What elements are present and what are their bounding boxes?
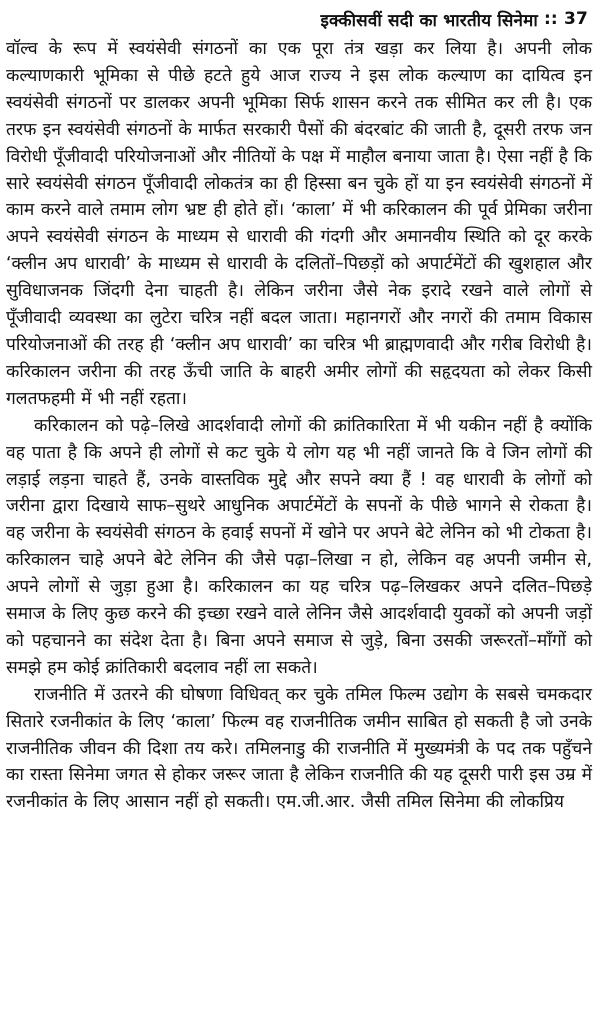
paragraph-3: राजनीति में उतरने की घोषणा विधिवत् कर चुके तमिल फिल्म उद्योग के सबसे चमकदार सितारे रजनीकांत के लिए ‘काला’ फिल्म वह राजनीतिक जमीन साबित हो सकती है जो उनके राजनीतिक जीवन की दिशा तय करे। तमिलनाडु की राजनीति में मुख्यमंत्री के पद तक पहुँचने का रास्ता सिनेमा जगत से होकर जरूर जाता है लेकिन राजनीति की यह दूसरी पारी इस उम्र में रजनीकांत के लिए आसान नहीं हो सकती। एम.जी.आर. जैसी तमिल सिनेमा की लोकप्रिय bbox=[6, 684, 592, 813]
body-text bbox=[6, 36, 592, 816]
running-title: इक्कीसवीं सदी का भारतीय सिनेमा bbox=[320, 10, 538, 31]
running-header bbox=[6, 0, 592, 36]
header-separator: :: bbox=[543, 9, 558, 29]
paragraph-2: करिकालन को पढ़े–लिखे आदर्शवादी लोगों की क्रांतिकारिता में भी यकीन नहीं है क्योंकि वह पाता है कि अपने ही लोगों से कट चुके ये लोग यह भी नहीं जानते कि वे जिन लोगों की लड़ाई लड़ना चाहते हैं, उनके वास्तविक मुद्दे और सपने क्या हैं ! वह धारावी के लोगों को जरीना द्वारा दिखाये साफ–सुथरे आधुनिक अपार्टमेंटों के सपनों के पीछे भागने से रोकता है। वह जरीना के स्वयंसेवी संगठन के हवाई सपनों में खोने पर अपने बेटे लेनिन को भी टोकता है। करिकालन चाहे अपने बेटे लेनिन की जैसे पढ़ा–लिखा न हो, लेकिन वह अपनी जमीन से, अपने लोगों से जुड़ा हुआ है। करिकालन का यह चरित्र पढ़–लिखकर अपने दलित–पिछड़े समाज के लिए कुछ करने की इच्छा रखने वाले लेनिन जैसे आदर्शवादी युवकों को अपनी जड़ों को पहचानने का संदेश देता है। बिना अपने समाज से जुड़े, बिना उसकी जरूरतों–माँगों को समझे हम कोई क्रांतिकारी बदलाव नहीं ला सकते। bbox=[6, 415, 592, 678]
paragraph-1: वॉल्व के रूप में स्वयंसेवी संगठनों का एक पूरा तंत्र खड़ा कर लिया है। अपनी लोक कल्याणकारी भूमिका से पीछे हटते हुये आज राज्य ने इस लोक कल्याण का दायित्व इन स्वयंसेवी संगठनों पर डालकर अपनी भूमिका सिर्फ शासन करने तक सीमित कर ली है। एक तरफ इन स्वयंसेवी संगठनों के मार्फत सरकारी पैसों की बंदरबांट की जाती है, दूसरी तरफ जन विरोधी पूँजीवादी परियोजनाओं और नीतियों के पक्ष में माहौल बनाया जाता है। ऐसा नहीं है कि सारे स्वयंसेवी संगठन पूँजीवादी लोकतंत्र का ही हिस्सा बन चुके हों या इन स्वयंसेवी संगठनों में काम करने वाले तमाम लोग भ्रष्ट ही होते हों। ‘काला’ में भी करिकालन की पूर्व प्रेमिका जरीना अपने स्वयंसेवी संगठन के माध्यम से धारावी की गंदगी और अमानवीय स्थिति को दूर करके ‘क्लीन अप धारावी’ के माध्यम से धारावी के दलितों–पिछड़ों को अपार्टमेंटों की खुशहाल और सुविधाजनक जिंदगी देना चाहती है। लेकिन जरीना जैसे नेक इरादे रखने वाले लोगों से पूँजीवादी व्यवस्था का लुटेरा चरित्र नहीं बदल जाता। महानगरों और नगरों की तमाम विकास परियोजनाओं की तरह ही ‘क्लीन अप धारावी’ का चरित्र भी ब्राह्मणवादी और गरीब विरोधी है। करिकालन जरीना की तरह ऊँची जाति के बाहरी अमीर लोगों की सहृदयता को लेकर किसी गलतफहमी में भी नहीं रहता। bbox=[6, 39, 592, 409]
page-number: 37 bbox=[563, 9, 588, 29]
